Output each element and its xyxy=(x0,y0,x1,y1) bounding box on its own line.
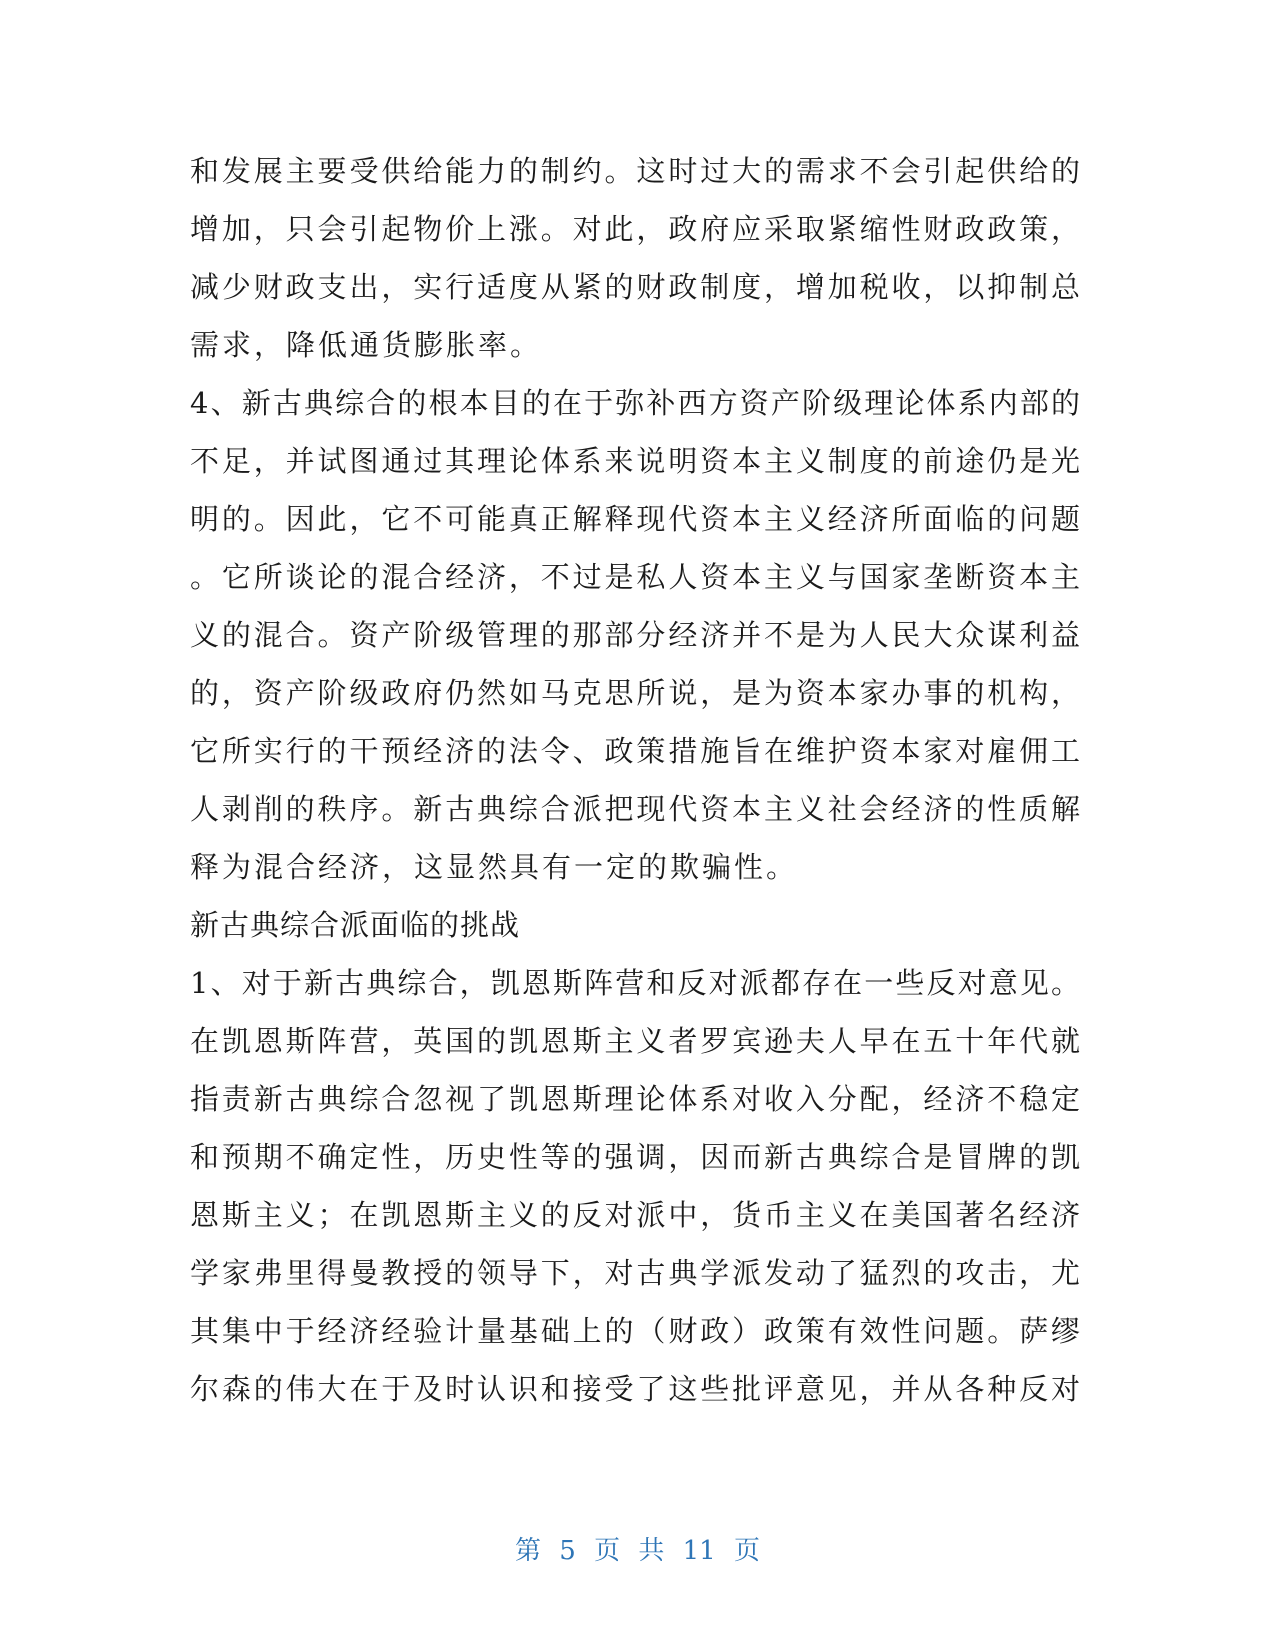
paragraph-3 xyxy=(190,954,1080,1418)
text-line: 人剥削的秩序。新古典综合派把现代资本主义社会经济的性质解 xyxy=(190,792,1080,826)
paragraph-2 xyxy=(190,374,1080,896)
text-line: 的，资产阶级政府仍然如马克思所说，是为资本家办事的机构， xyxy=(190,676,1080,710)
text-line: 1、对于新古典综合，凯恩斯阵营和反对派都存在一些反对意见。 xyxy=(190,966,1080,1000)
text-line: 尔森的伟大在于及时认识和接受了这些批评意见，并从各种反对 xyxy=(190,1372,1080,1406)
page-number-footer: 第 5 页 共 11 页 xyxy=(515,1536,760,1566)
text-line: 和预期不确定性，历史性等的强调，因而新古典综合是冒牌的凯 xyxy=(190,1140,1080,1174)
text-line: 恩斯主义；在凯恩斯主义的反对派中，货币主义在美国著名经济 xyxy=(190,1198,1080,1232)
text-line: 增加，只会引起物价上涨。对此，政府应采取紧缩性财政政策， xyxy=(190,212,1080,246)
document-body xyxy=(190,142,1080,1418)
text-line: 义的混合。资产阶级管理的那部分经济并不是为人民大众谋利益 xyxy=(190,618,1080,652)
text-line: 释为混合经济，这显然具有一定的欺骗性。 xyxy=(190,850,799,884)
text-line: 4、新古典综合的根本目的在于弥补西方资产阶级理论体系内部的 xyxy=(190,386,1080,420)
text-line: 不足，并试图通过其理论体系来说明资本主义制度的前途仍是光 xyxy=(190,444,1080,478)
text-line: 在凯恩斯阵营，英国的凯恩斯主义者罗宾逊夫人早在五十年代就 xyxy=(190,1024,1080,1058)
section-heading: 新古典综合派面临的挑战 xyxy=(190,908,521,942)
text-line: 指责新古典综合忽视了凯恩斯理论体系对收入分配，经济不稳定 xyxy=(190,1082,1080,1116)
text-line: 减少财政支出，实行适度从紧的财政制度，增加税收，以抑制总 xyxy=(190,270,1080,304)
text-line: 它所实行的干预经济的法令、政策措施旨在维护资本家对雇佣工 xyxy=(190,734,1080,768)
text-line: 明的。因此，它不可能真正解释现代资本主义经济所面临的问题 xyxy=(190,502,1080,536)
text-line: 学家弗里得曼教授的领导下，对古典学派发动了猛烈的攻击，尤 xyxy=(190,1256,1080,1290)
text-line: 和发展主要受供给能力的制约。这时过大的需求不会引起供给的 xyxy=(190,154,1080,188)
text-line: 。它所谈论的混合经济，不过是私人资本主义与国家垄断资本主 xyxy=(190,560,1080,594)
text-line: 其集中于经济经验计量基础上的（财政）政策有效性问题。萨缪 xyxy=(190,1314,1080,1348)
text-line: 需求，降低通货膨胀率。 xyxy=(190,328,543,362)
paragraph-1 xyxy=(190,142,1080,374)
